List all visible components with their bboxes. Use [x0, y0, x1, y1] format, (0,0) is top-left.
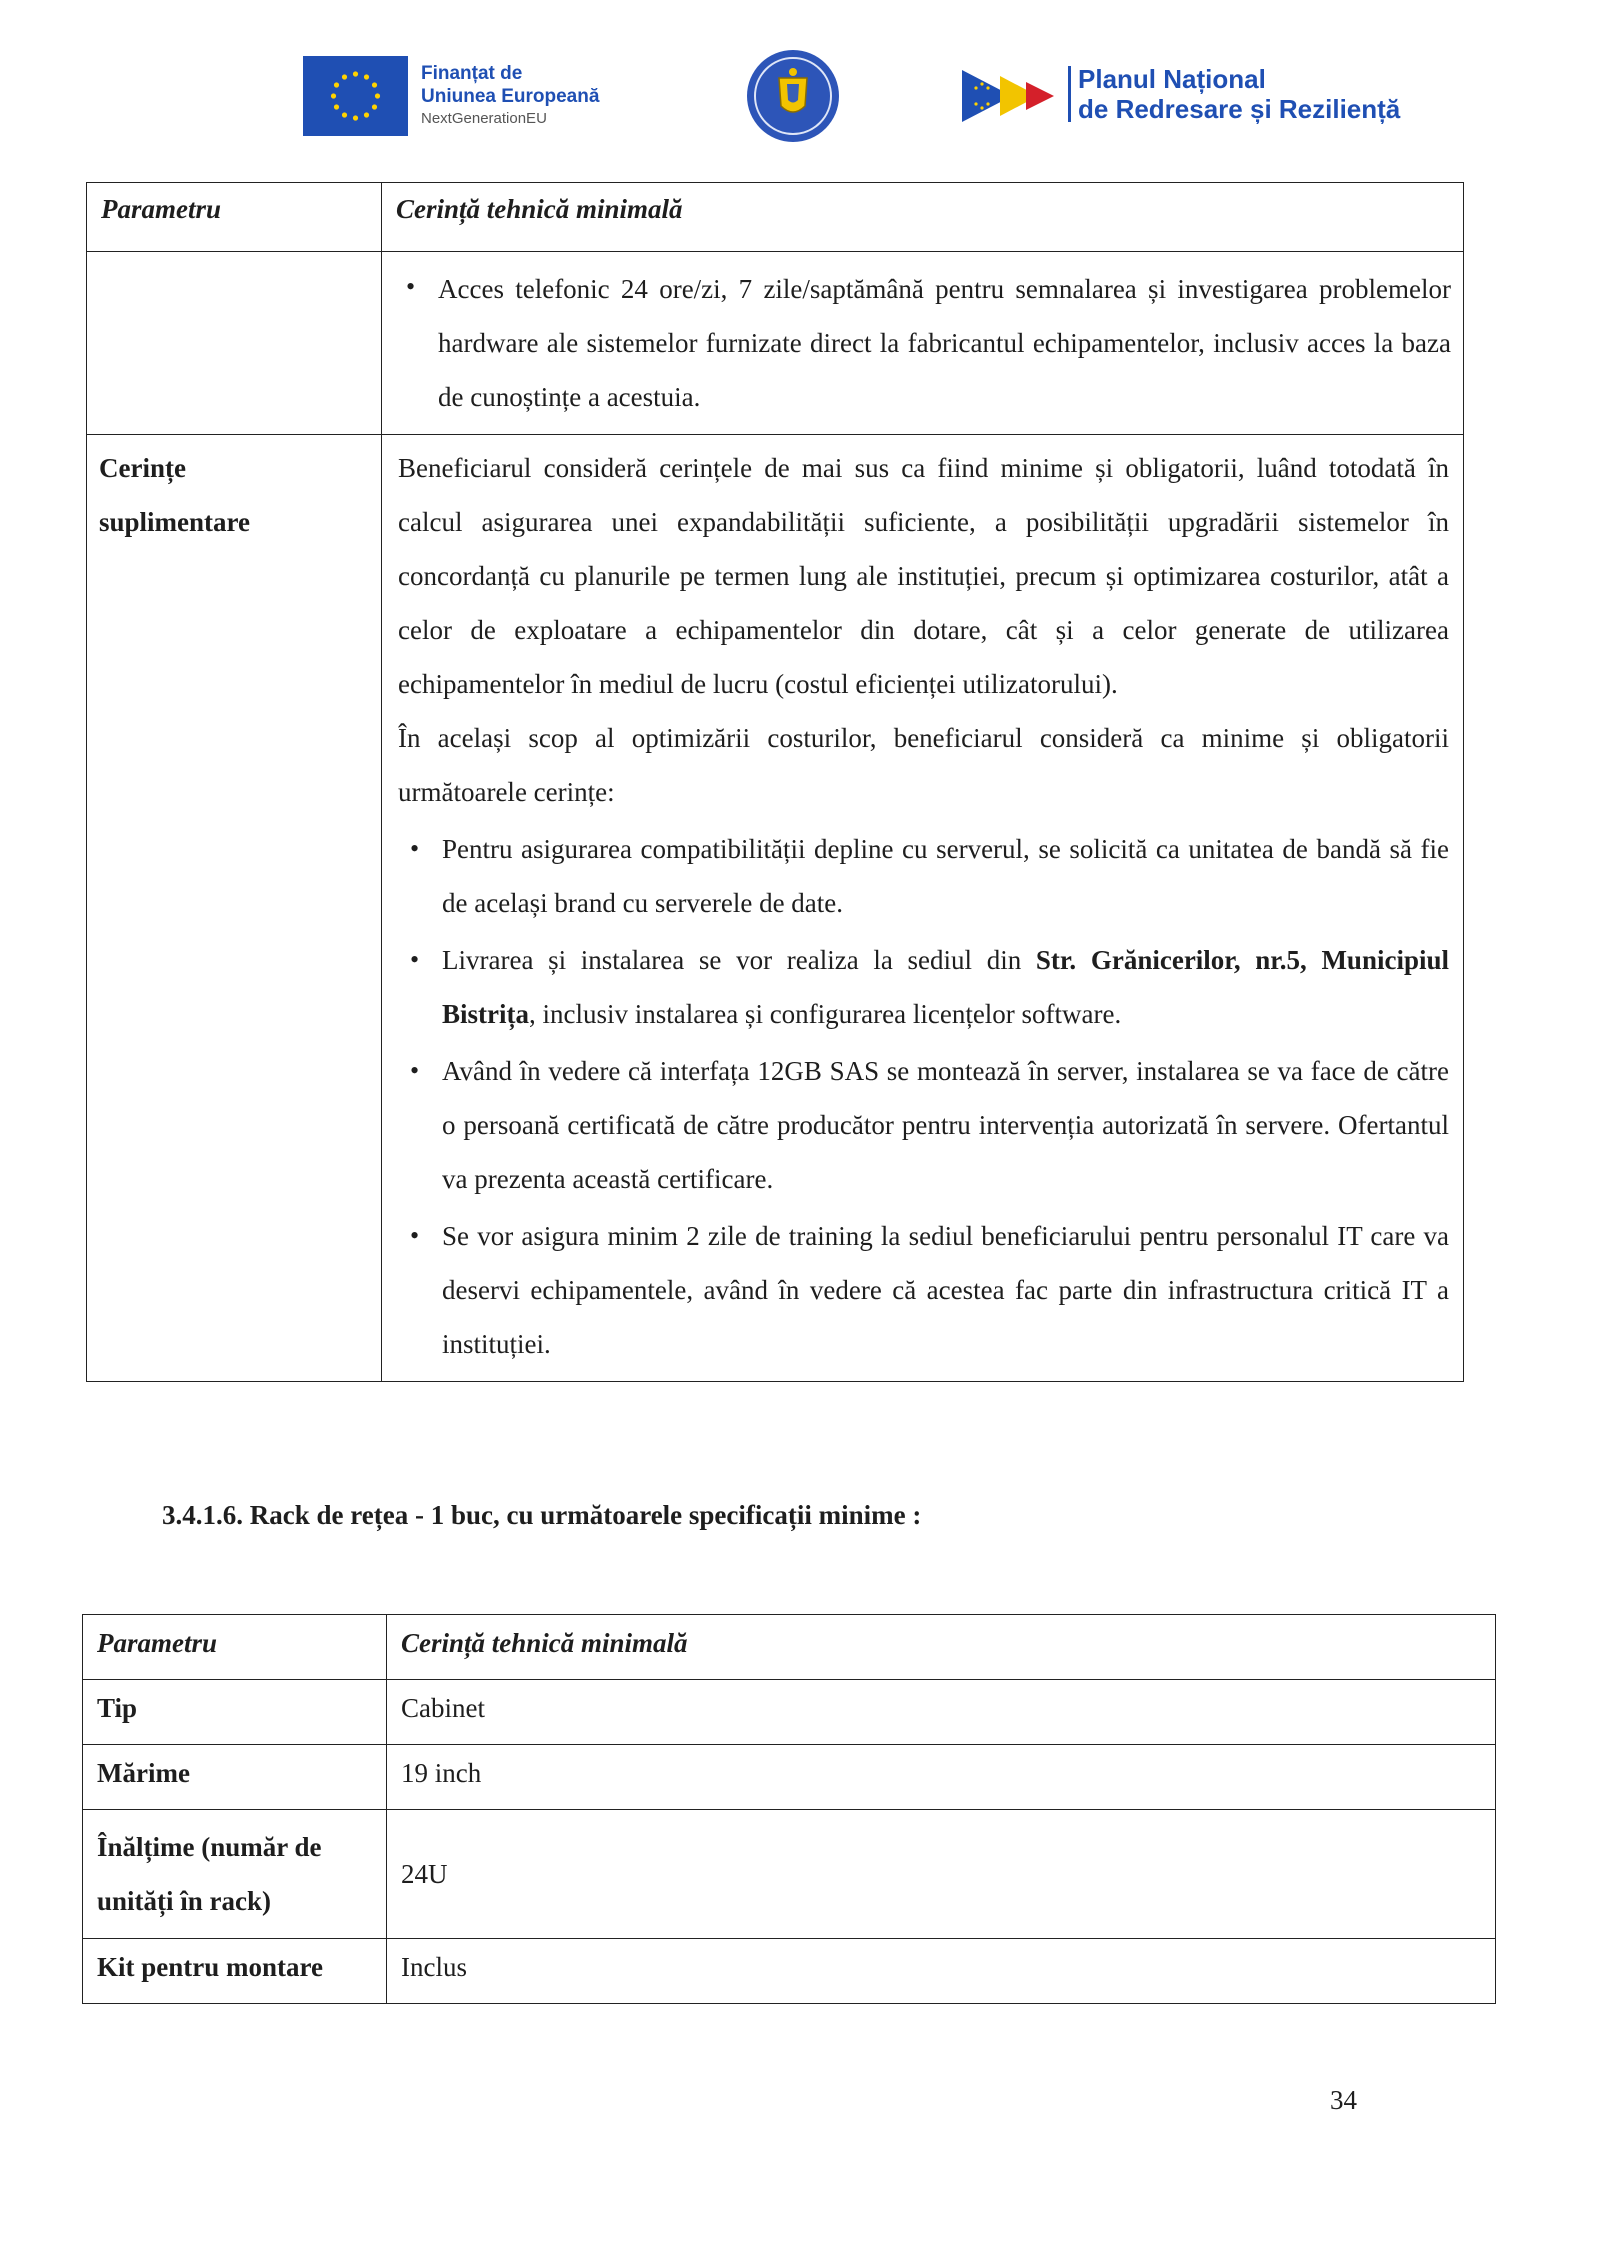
paragraph-1: Beneficiarul consideră cerințele de mai sus ca fiind minime și obligatorii, luând totodată în calcul asigurarea unei expandabilității suficiente, a posibilității upgradării sistemelor în concordanță cu planurile pe termen lung ale instituției, precum și optimizarea costurilor, atât a celor de exploatare a echipamentelor din dotare, cât și a celor generate de utilizarea echipamentelor în mediul de lucru (costul eficienței utilizatorului). — [398, 453, 1449, 699]
pnrr-separator — [1068, 66, 1071, 122]
header-parametru: Parametru — [83, 1615, 387, 1680]
table-row — [83, 1810, 1496, 1939]
eu-funding-text — [421, 62, 611, 130]
pnrr-line-2: de Redresare și Reziliență — [1078, 94, 1401, 124]
bullet-installation: • Având în vedere că interfața 12GB SAS se montează în server, instalarea se va face de către o persoană certificată de către producător pentru intervenția autorizată în servere. Ofertantul va prezenta această certificare. — [398, 1044, 1449, 1206]
empty-param-cell — [87, 252, 382, 435]
extra-label-line-1: Cerințe — [99, 453, 186, 483]
extra-label-line-2: suplimentare — [99, 507, 251, 537]
value-cell: 24U — [387, 1810, 1496, 1939]
access-cell — [382, 252, 1464, 435]
rack-spec-table — [82, 1614, 1496, 2004]
header-cerinta: Cerință tehnică minimală — [387, 1615, 1496, 1680]
param-cell: Tip — [83, 1680, 387, 1745]
value-cell: 19 inch — [387, 1745, 1496, 1810]
bullet-delivery — [398, 933, 1449, 1041]
table-row — [83, 1939, 1496, 2004]
eu-line-2: Uniunea Europeană — [421, 86, 600, 107]
header-parametru: Parametru — [87, 183, 382, 252]
table-row — [83, 1680, 1496, 1745]
bullet-delivery-pre: Livrarea și instalarea se vor realiza la sediul din — [442, 945, 1036, 975]
section-title: 3.4.1.6. Rack de rețea - 1 buc, cu următoarele specificații minime : — [162, 1500, 922, 1530]
pnrr-line-1: Planul Național — [1078, 64, 1266, 94]
value-cell: Cabinet — [387, 1680, 1496, 1745]
paragraph-2: În același scop al optimizării costurilor, beneficiarul consideră ca minime și obligatorii următoarele cerințe: — [398, 723, 1449, 807]
bullet-brand: • Pentru asigurarea compatibilității depline cu serverul, se solicită ca unitatea de bandă să fie de același brand cu serverele de date. — [398, 822, 1449, 930]
header-cerinta: Cerință tehnică minimală — [382, 183, 1464, 252]
extra-requirements-label — [87, 435, 382, 1382]
page-header — [0, 48, 1600, 158]
page-number: 34 — [1330, 2085, 1357, 2115]
table-header-row — [87, 183, 1464, 252]
extra-requirements-cell — [382, 435, 1464, 1382]
param-cell — [83, 1810, 387, 1939]
pnrr-text — [1078, 64, 1478, 124]
eu-line-1: Finanțat de — [421, 63, 523, 84]
table-row — [83, 1745, 1496, 1810]
eu-flag-icon — [303, 56, 408, 136]
eu-subline: NextGenerationEU — [421, 110, 547, 127]
bullet-delivery-post: , inclusiv instalarea și configurarea licențelor software. — [529, 999, 1122, 1029]
table-row — [87, 252, 1464, 435]
param-line-2: unități în rack) — [97, 1886, 272, 1916]
value-cell: Inclus — [387, 1939, 1496, 2004]
table-row — [87, 435, 1464, 1382]
pnrr-arrow-icon — [960, 66, 1075, 126]
table-header-row — [83, 1615, 1496, 1680]
romanian-government-seal-icon — [745, 48, 841, 144]
param-line-1: Înălțime (număr de — [97, 1832, 322, 1862]
access-bullet: • Acces telefonic 24 ore/zi, 7 zile/saptămână pentru semnalarea și investigarea problemelor hardware ale sistemelor furnizate direct la fabricantul echipamentelor, inclusiv acces la baza de cunoștințe a acestuia. — [394, 260, 1451, 424]
bullet-training: • Se vor asigura minim 2 zile de training la sediul beneficiarului pentru personalul IT care va deservi echipamentele, având în vedere că acestea fac parte din infrastructura critică IT a instituției. — [398, 1209, 1449, 1371]
param-cell: Mărime — [83, 1745, 387, 1810]
bullet-delivery-address: Str. Grănicerilor, nr.5, Municipiul Bistrița — [442, 945, 1449, 1029]
requirements-table — [86, 182, 1464, 1382]
param-cell: Kit pentru montare — [83, 1939, 387, 2004]
